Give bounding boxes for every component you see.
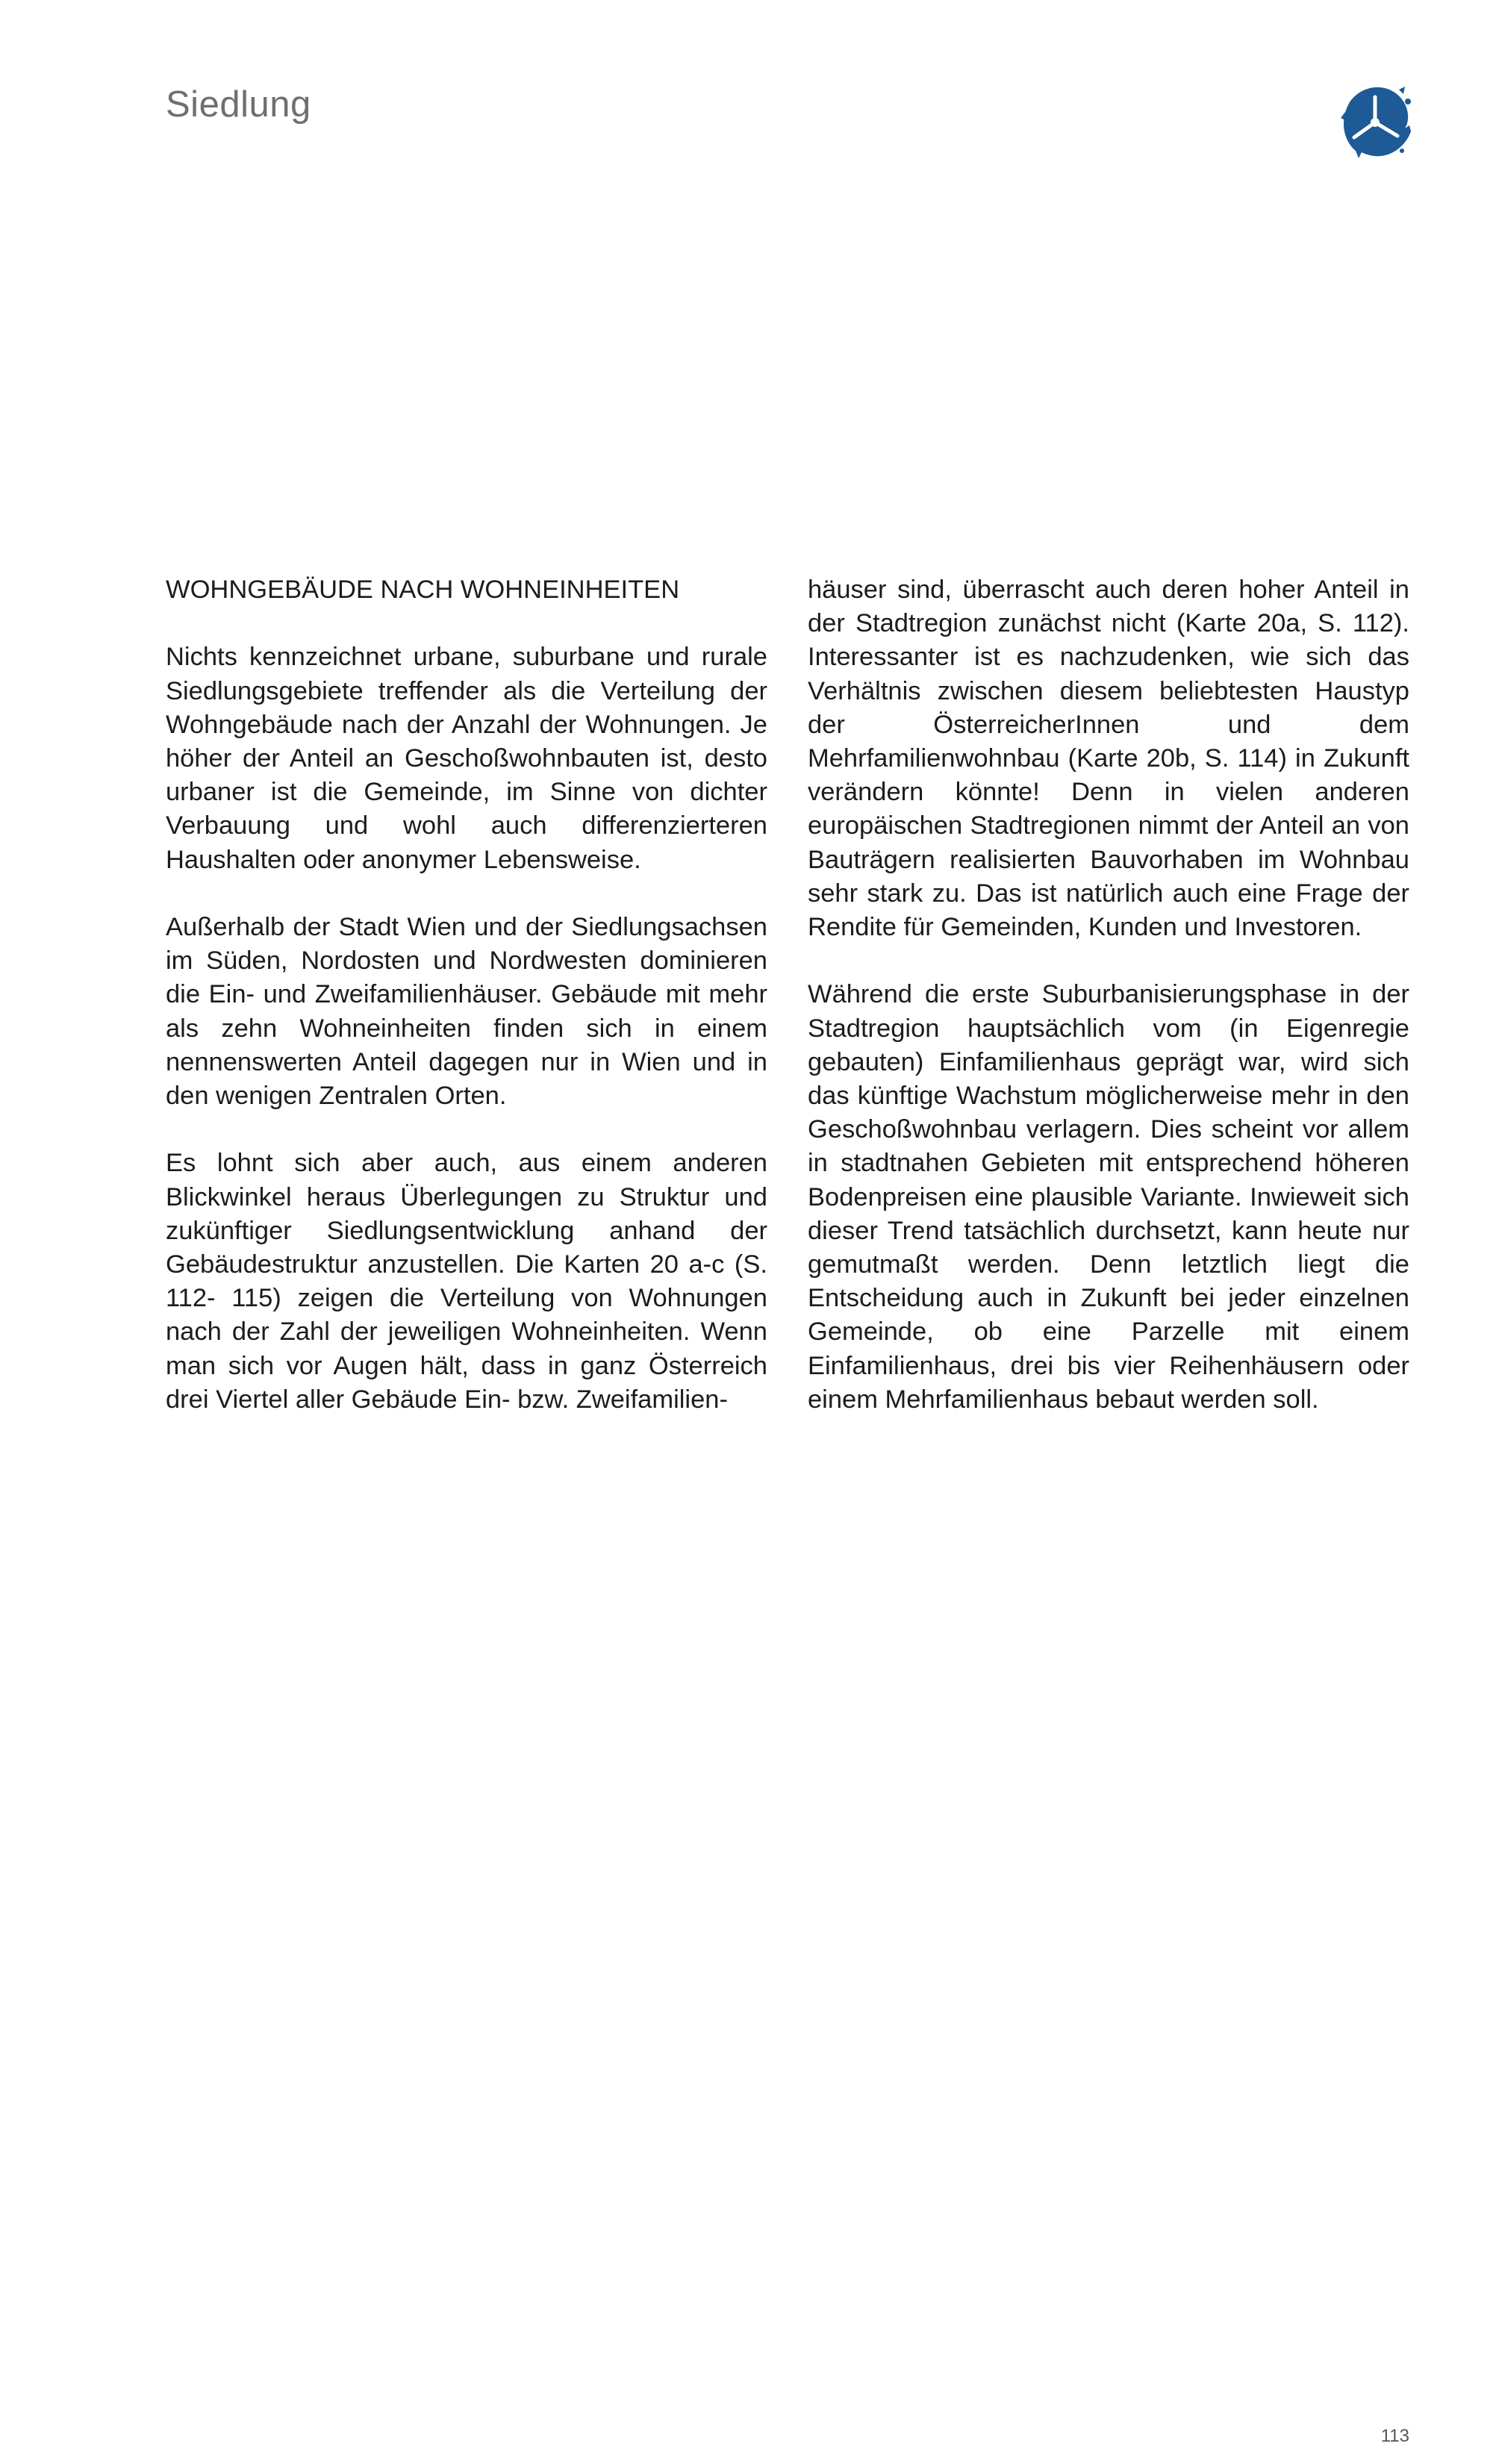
text-column-left <box>166 573 767 1417</box>
section-title: Siedlung <box>166 84 311 125</box>
article-heading: WOHNGEBÄUDE NACH WOHNEINHEITEN <box>166 576 680 604</box>
paragraph: häuser sind, überrascht auch deren hoher Anteil in der Stadtregion zunächst nicht (Karte 20a, S. 112). Interessanter ist es nachzudenken, wie sich das Verhältnis zwischen diesem beliebtesten Haustyp der ÖsterreicherInnen und dem Mehrfamilienwohnbau (Karte 20b, S. 114) in Zukunft verändern könnte! Denn in vielen anderen europäischen Stadtregionen nimmt der Anteil an von Bauträgern realisierten Bauvorhaben im Wohnbau sehr stark zu. Das ist natürlich auch eine Frage der Rendite für Gemeinden, Kunden und Investoren. <box>808 576 1409 942</box>
paragraph: Es lohnt sich aber auch, aus einem anderen Blickwinkel heraus Überlegungen zu Struktur und zukünftiger Siedlungsentwicklung anhand der Gebäudestruktur anzustellen. Die Karten 20 a-c (S. 112- 115) zeigen die Verteilung von Wohnungen nach der Zahl der jeweiligen Wohneinheiten. Wenn man sich vor Augen hält, dass in ganz Österreich drei Viertel aller Gebäude Ein- bzw. Zweifamilien- <box>166 1149 767 1414</box>
text-column-right <box>808 573 1409 1417</box>
page-number: 113 <box>1380 2426 1409 2446</box>
paragraph: Während die erste Suburbanisierungsphase in der Stadtregion hauptsächlich vom (in Eigenregie gebauten) Einfamilienhaus geprägt war, wird sich das künftige Wachstum möglicherweise mehr in den Geschoßwohnbau verlagern. Dies scheint vor allem in stadtnahen Gebieten mit entsprechend höheren Bodenpreisen eine plausible Variante. Inwieweit sich dieser Trend tatsächlich durchsetzt, kann heute nur gemutmaßt werden. Denn letztlich liegt die Entscheidung auch in Zukunft bei jeder einzelnen Gemeinde, ob eine Parzelle mit einem Einfamilienhaus, drei bis vier Reihenhäusern oder einem Mehrfamilienhaus bebaut werden soll. <box>808 980 1409 1414</box>
compass-globe-icon <box>1336 78 1414 166</box>
paragraph: Nichts kennzeichnet urbane, suburbane und rurale Siedlungsgebiete treffender als die Verteilung der Wohngebäude nach der Anzahl der Wohnungen. Je höher der Anteil an Geschoßwohnbauten ist, desto urbaner ist die Gemeinde, im Sinne von dichter Verbauung und wohl auch differenzierteren Haushalten oder anonymer Lebensweise. <box>166 643 767 874</box>
paragraph: Außerhalb der Stadt Wien und der Siedlungsachsen im Süden, Nordosten und Nordwesten dominieren die Ein- und Zweifamilienhäuser. Gebäude mit mehr als zehn Wohneinheiten finden sich in einem nennenswerten Anteil dagegen nur in Wien und in den wenigen Zentralen Orten. <box>166 913 767 1111</box>
